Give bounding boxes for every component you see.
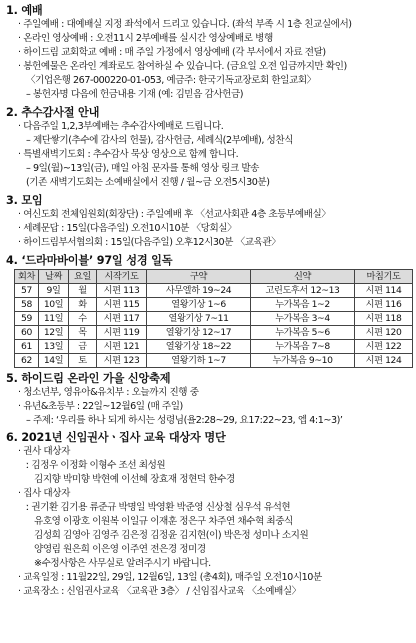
table-cell: 화 — [69, 298, 97, 312]
table-cell: 시편 113 — [97, 284, 147, 298]
table-cell: 누가복음 1~2 — [251, 298, 355, 312]
section-title: 1. 예배 — [6, 4, 43, 17]
table-cell: 57 — [15, 284, 39, 298]
table-cell: 누가복음 7~8 — [251, 340, 355, 354]
column-header: 시작기도 — [97, 270, 147, 284]
text-line: – 9일(월)~13일(금), 매일 아침 문자를 통해 영상 링크 발송 — [26, 163, 259, 174]
note-line: ※수정사항은 사무실로 알려주시기 바랍니다. — [34, 558, 211, 569]
column-header: 구약 — [147, 270, 251, 284]
table-cell: 시편 122 — [355, 340, 413, 354]
bible-reading-table — [14, 269, 413, 368]
table-cell: 시편 116 — [355, 298, 413, 312]
table-cell: 열왕기상 12~17 — [147, 326, 251, 340]
column-header: 날짜 — [39, 270, 69, 284]
text-line: · 세례문답 : 15일(다음주일) 오전10시10분 〈당회실〉 — [18, 223, 237, 234]
text-line: · 집사 대상자 — [18, 488, 70, 499]
table-cell: 10일 — [39, 298, 69, 312]
table-row — [15, 326, 413, 340]
text-line: · 하이드림 교회학교 예배 : 매 주일 가정에서 영상예배 (각 부서에서 자료 전달) — [18, 47, 326, 58]
text-line: – 봉헌자명 다음에 헌금내용 기재 (예: 김믿음 감사헌금) — [26, 89, 244, 100]
text-line: · 하이드림부서협의회 : 15일(다음주일) 오후12시30분 〈교육관〉 — [18, 237, 281, 248]
table-cell: 금 — [69, 340, 97, 354]
table-cell: 누가복음 3~4 — [251, 312, 355, 326]
section-thanksgiving — [6, 106, 410, 190]
table-cell: 시편 124 — [355, 354, 413, 368]
table-cell: 11일 — [39, 312, 69, 326]
text-line: (기존 새벽기도회는 소예배실에서 진행 / 월~금 오전5시30분) — [26, 177, 270, 188]
text-line: · 교육일정 : 11월22일, 29일, 12월6일, 13일 (총4회), 매주일 오전10시10분 — [18, 572, 322, 583]
table-cell: 사무엘하 19~24 — [147, 284, 251, 298]
table-cell: 시편 114 — [355, 284, 413, 298]
text-line: · 교육장소 : 신임권사교육 〈교육관 3층〉 / 신임집사교육 〈소예배실〉 — [18, 586, 301, 597]
section-title: 2. 추수감사절 안내 — [6, 106, 100, 119]
table-cell: 59 — [15, 312, 39, 326]
text-line: · 청소년부, 영유아&유치부 : 오늘까지 진행 중 — [18, 387, 199, 398]
table-cell: 61 — [15, 340, 39, 354]
section-title: 3. 모임 — [6, 194, 43, 207]
table-cell: 시편 115 — [97, 298, 147, 312]
table-cell: 12일 — [39, 326, 69, 340]
section-faith-festival — [6, 372, 410, 428]
table-cell: 시편 123 — [97, 354, 147, 368]
text-line: – 제단쌓기(추수에 감사의 헌물), 감사헌금, 세례식(2부예배), 성찬식 — [26, 135, 294, 146]
name-list-line: ː 권기환 김기용 류준규 박명일 박영환 박준영 신상철 심우석 유석현 — [26, 502, 291, 513]
section-officer-training — [6, 431, 410, 599]
table-cell: 58 — [15, 298, 39, 312]
table-cell: 수 — [69, 312, 97, 326]
table-cell: 누가복음 5~6 — [251, 326, 355, 340]
table-cell: 시편 120 — [355, 326, 413, 340]
table-cell: 누가복음 9~10 — [251, 354, 355, 368]
name-list-line: 김성희 김영아 김영주 김은정 김정윤 김지현(이) 박은정 성미나 소지원 — [34, 530, 309, 541]
section-bible-reading — [6, 254, 410, 368]
column-header: 요일 — [69, 270, 97, 284]
table-cell: 13일 — [39, 340, 69, 354]
table-cell: 열왕기상 7~11 — [147, 312, 251, 326]
section-title: 4. ‘드라마바이블’ 97일 성경 일독 — [6, 254, 173, 267]
text-line: · 유년&초등부 : 22일~12월6일 (매 주일) — [18, 401, 183, 412]
text-line: · 여신도회 전체임원회(회장단) : 주일예배 후 〈선교사회관 4층 초등부예배실〉 — [18, 209, 331, 220]
text-line: · 봉헌예물은 온라인 계좌로도 참여하실 수 있습니다. (금요일 오전 입금까지만 확인) — [18, 61, 347, 72]
column-header: 회차 — [15, 270, 39, 284]
text-line: · 온라인 영상예배 : 오전11시 2부예배를 실시간 영상예배로 병행 — [18, 33, 273, 44]
name-list-line: 양영림 원은희 이은영 이주연 전은경 정미경 — [34, 544, 206, 555]
section-worship — [6, 4, 410, 102]
table-row — [15, 340, 413, 354]
name-list-line: 유호영 이광호 이원복 이일규 이재훈 정은구 차주연 채수혁 최중식 — [34, 516, 293, 527]
text-line: · 특별새벽기도회 : 추수감사 묵상 영상으로 함께 합니다. — [18, 149, 239, 160]
text-line: – 주제: ‘우리를 하나 되게 하시는 성령님(욜2:28~29, 요17:22~23, 엡 4:1~3)’ — [26, 415, 343, 426]
table-cell: 열왕기상 1~6 — [147, 298, 251, 312]
table-cell: 토 — [69, 354, 97, 368]
text-line: · 주일예배 : 대예배실 지정 좌석에서 드리고 있습니다. (좌석 부족 시 1층 친교실에서) — [18, 19, 352, 30]
table-cell: 시편 119 — [97, 326, 147, 340]
table-cell: 62 — [15, 354, 39, 368]
column-header: 마침기도 — [355, 270, 413, 284]
table-row — [15, 312, 413, 326]
column-header: 신약 — [251, 270, 355, 284]
section-title: 5. 하이드림 온라인 가을 신앙축제 — [6, 372, 171, 385]
table-cell: 월 — [69, 284, 97, 298]
bank-account-line: 〈기업은행 267-000220-01-053, 예금주: 한국기독교장로회 한일교회〉 — [26, 75, 316, 86]
table-cell: 시편 118 — [355, 312, 413, 326]
table-row — [15, 354, 413, 368]
table-header-row — [15, 270, 413, 284]
table-cell: 14일 — [39, 354, 69, 368]
table-cell: 고린도후서 12~13 — [251, 284, 355, 298]
name-list-line: ː 김정우 이정화 이형수 조선 최성원 — [26, 460, 166, 471]
table-row — [15, 284, 413, 298]
table-cell: 9일 — [39, 284, 69, 298]
table-cell: 60 — [15, 326, 39, 340]
table-cell: 목 — [69, 326, 97, 340]
table-cell: 열왕기상 18~22 — [147, 340, 251, 354]
section-meetings — [6, 194, 410, 250]
text-line: · 권사 대상자 — [18, 446, 70, 457]
table-row — [15, 298, 413, 312]
table-cell: 열왕기하 1~7 — [147, 354, 251, 368]
text-line: · 다음주일 1,2,3부예배는 추수감사예배로 드립니다. — [18, 121, 224, 132]
section-title: 6. 2021년 신임권사ㆍ집사 교육 대상자 명단 — [6, 431, 226, 444]
table-cell: 시편 121 — [97, 340, 147, 354]
name-list-line: 김지향 박미향 박현예 이선혜 장효재 정현덕 한수경 — [34, 474, 235, 485]
table-cell: 시편 117 — [97, 312, 147, 326]
